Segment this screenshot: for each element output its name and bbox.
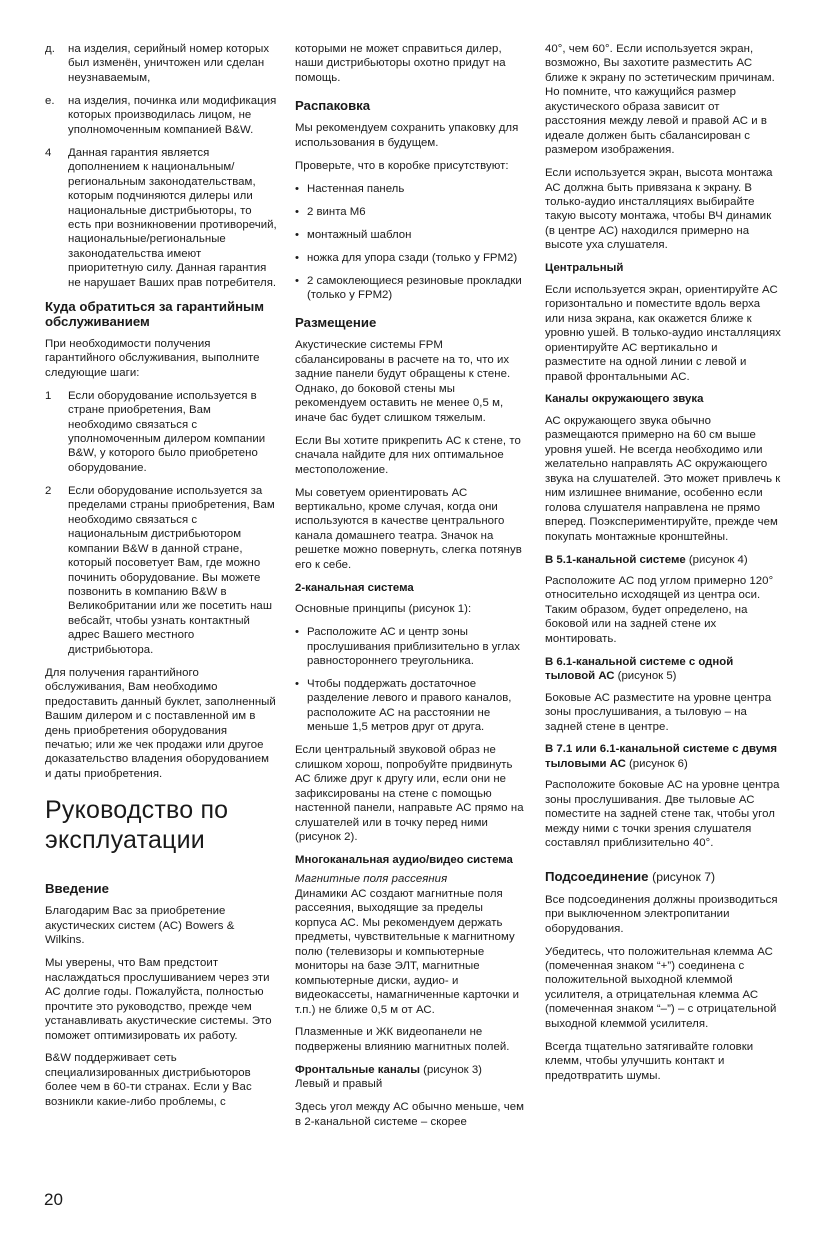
list-marker: 4 [45, 146, 52, 159]
column-2 [295, 42, 527, 1138]
multichannel-heading: Многоканальная аудио/видео система [295, 853, 513, 866]
bullet-icon: • [295, 182, 299, 195]
center-paragraph: Если используется экран, ориентируйте АС горизонтально и поместите вдоль верха или низа экрана, как окажется ближе к уровню ушей. В только-аудио инсталляциях ориентируйте АС вертикально и разместите на одной линии с левой и правой фронтальными АС. [545, 283, 781, 383]
connection-paragraph: Все подсоединения должны производиться при выключенном электропитании оборудования. [545, 893, 778, 935]
list-text: Если оборудование используется за пределами страны приобретения, Вам необходимо связаться с национальным дистрибьютором компании B&W в данной стране, который посоветует Вам, где можно починить оборудование. Вы можете позвонить в компанию B&W в Великобритании или же посетить наш вебсайт, чтобы узнать контактный адрес Вашего местного дистрибьютора. [68, 484, 275, 656]
front-subheading: Левый и правый [295, 1078, 383, 1091]
continued-paragraph: которыми не может справиться дилер, наши дистрибьюторы охотно придут на помощь. [295, 43, 506, 84]
two-channel-heading: 2-канальная система [295, 581, 414, 594]
magnetic-paragraph: Магнитные поля рассеяния Динамики АС создают магнитные поля рассеяния, выходящие за пределы корпуса АС. Мы рекомендуем держать предметы, чувствительные к магнитному полю (телевизоры и компьютерные мониторы на базе ЭЛТ, магнитные компьютерные диски, аудио- и видеокассеты, намагниченные карточки и т.п.) не ближе 0,5 м от АС. [295, 872, 527, 1017]
placement-heading: Размещение [295, 315, 377, 331]
unpacking-paragraph: Проверьте, что в коробке присутствуют: [295, 159, 509, 172]
intro-paragraph: Мы уверены, что Вам предстоит наслаждаться прослушиванием через эти АС долгие годы. Пожалуйста, полностью прочтите это руководство, прежде чем устанавливать акустические системы. Это поможет оптимизировать их работу. [45, 957, 272, 1042]
unpacking-paragraph: Мы рекомендуем сохранить упаковку для использования в будущем. [295, 122, 519, 149]
list-marker: д. [45, 43, 55, 55]
list-text: на изделия, починка или модификация которых производилась лицом, не уполномоченным компанией B&W. [68, 94, 277, 136]
bullet-item: • Чтобы поддержать достаточное разделение левого и правого каналов, расположите АС на расстоянии не меньше 1,5 метров друг от друга. [295, 678, 512, 734]
placement-paragraph: Акустические системы FPM сбалансированы в расчете на то, что их задние панели будут обращены к стене. Однако, до боковой стены мы рекомендуем оставить не менее 0,5 м, иначе бас будет слишком тяжелым. [295, 339, 511, 424]
connection-paragraph: Всегда тщательно затягивайте головки клемм, чтобы улучшить контакт и предотвратить шумы. [545, 1040, 754, 1082]
list-item [45, 389, 277, 476]
list-item [45, 94, 277, 137]
connection-paragraph: Убедитесь, что положительная клемма АС (помеченная знаком “+”) соединена с положительной выходной клеммой усилителя, а отрицательная клемма АС (помеченная знаком “–”) – с отрицательной выходной клеммой усилителя. [545, 945, 777, 1030]
bullet-item: • 2 винта М6 [295, 205, 366, 218]
system-71-paragraph: Расположите боковые АС на уровне центра зоны прослушивания. Две тыловые АС поместите на задней стене так, чтобы угол между ними с точки зрения слушателя составлял приблизительно 40°. [545, 779, 780, 850]
bullet-item: • ножка для упора сзади (только у FPM2) [295, 251, 518, 264]
system-51-paragraph: Расположите АС под углом примерно 120° относительно исходящей из центра оси. Таким образом, будет определено, на боковой или на задней стене их монтировать. [545, 574, 774, 645]
intro-paragraph: B&W поддерживает сеть специализированных дистрибьюторов более чем в 60-ти странах. Если у Вас возникли какие-либо проблемы, с [45, 1052, 252, 1108]
bullet-item: • монтажный шаблон [295, 228, 412, 241]
manual-title: Руководство по эксплуатации [45, 796, 229, 855]
warranty-heading: Куда обратиться за гарантийным обслуживанием [45, 298, 265, 329]
placement-paragraph: Мы советуем ориентировать АС вертикально, кроме случая, когда они используются в качестве центрального канала домашнего театра. Значок на решетке можно повернуть, слегка потянув его к себе. [295, 486, 522, 571]
bullet-icon: • [295, 228, 299, 241]
intro-paragraph: Благодарим Вас за приобретение акустических систем (АС) Bowers & Wilkins. [45, 905, 235, 947]
two-channel-paragraph: Основные принципы (рисунок 1): [295, 603, 472, 616]
bullet-icon: • [295, 274, 299, 287]
bullet-icon: • [295, 205, 299, 218]
bullet-item: • Расположите АС и центр зоны прослушивания приблизительно в углах равностороннего треугольника. [295, 626, 521, 668]
list-marker: е. [45, 94, 55, 107]
list-item [45, 42, 277, 85]
plasma-paragraph: Плазменные и ЖК видеопанели не подвержены влиянию магнитных полей. [295, 1026, 510, 1053]
bullet-icon: • [295, 251, 299, 264]
bullet-icon: • [295, 626, 299, 639]
system-71-heading: В 7.1 или 6.1-канальной системе с двумя тыловыми АС (рисунок 6) [545, 743, 777, 770]
list-text: Данная гарантия является дополнением к национальным/региональным законодательствам, которым подчиняются дилеры или национальные дистрибьюторы, то есть при возникновении противоречий, национальные/региональные законодательства имеют приоритетную силу. Данная гарантия не нарушает Ваших прав потребителя. [68, 146, 277, 289]
column-1 [45, 42, 277, 1118]
intro-heading: Введение [45, 881, 109, 897]
surround-paragraph: АС окружающего звука обычно размещаются примерно на 60 см выше уровня ушей. Не всегда необходимо или желательно направлять АС окружающего звука на слушателей. Это может привлечь к ним излишнее внимание, особенно если голова слушателя направлена не прямо вперед. Поэкспериментируйте, прежде чем покупать монтажные кронштейны. [545, 414, 781, 543]
column-3 [545, 42, 781, 1092]
two-channel-paragraph: Если центральный звуковой образ не слишком хорош, попробуйте придвинуть АС ближе друг к другу или, если они не зафиксированы на стене с помощью настенной панели, направьте АС прямо на слушателей или в точку перед ними (рисунок 2). [295, 744, 524, 844]
warranty-intro: При необходимости получения гарантийного обслуживания, выполните следующие шаги: [45, 337, 260, 379]
placement-paragraph: Если Вы хотите прикрепить АС к стене, то сначала найдите для них оптимальное местоположение. [295, 434, 521, 476]
list-marker: 1 [45, 389, 52, 402]
center-heading: Центральный [545, 262, 624, 275]
bullet-icon: • [295, 678, 299, 690]
front-channels-heading: Фронтальные каналы (рисунок 3) [295, 1063, 482, 1076]
bullet-item: • 2 самоклеющиеся резиновые прокладки (только у FPM2) [295, 274, 522, 301]
surround-heading: Каналы окружающего звука [545, 393, 704, 406]
list-text: на изделия, серийный номер которых был изменён, уничтожен или сделан неузнаваемым, [68, 43, 270, 84]
height-paragraph: Если используется экран, высота монтажа АС должна быть привязана к экрану. В только-аудио инсталляциях выбирайте такую высоту монтажа, чтобы ВЧ динамик (в центре АС) находился примерно на высоте уха слушателя. [545, 167, 773, 252]
list-item [45, 484, 277, 657]
system-61-heading: В 6.1-канальной системе с одной тыловой АС (рисунок 5) [545, 655, 734, 683]
system-51-heading: В 5.1-канальной системе (рисунок 4) [545, 553, 748, 566]
warranty-docs: Для получения гарантийного обслуживания, Вам необходимо предоставить данный буклет, заполненный Вашим дилером и с поставленной им в день приобретения оборудования печатью; или же чек продажи или другое доказательство владения оборудованием и даты приобретения. [45, 666, 276, 780]
list-text: Если оборудование используется в стране приобретения, Вам необходимо связаться с уполномоченным дилером компании B&W, у которого было приобретено оборудование. [68, 389, 266, 474]
continued-paragraph: 40°, чем 60°. Если используется экран, возможно, Вы захотите разместить АС ближе к экрану по эстетическим причинам. Но помните, что кажущийся размер акустического образа зависит от расстояния между левой и правой АС и в идеале должен быть сбалансирован с размером изображения. [545, 43, 775, 157]
connection-heading: Подсоединение (рисунок 7) [545, 868, 716, 884]
bullet-item: • Настенная панель [295, 182, 405, 195]
list-marker: 2 [45, 484, 52, 497]
front-paragraph: Здесь угол между АС обычно меньше, чем в 2-канальной системе – скорее [295, 1101, 525, 1128]
unpacking-heading: Распаковка [295, 98, 371, 114]
page-number: 20 [44, 1190, 63, 1209]
system-61-paragraph: Боковые АС разместите на уровне центра зоны прослушивания, а тыловую – на задней стене в центре. [545, 691, 772, 733]
magnetic-label: Магнитные поля рассеяния [295, 873, 448, 886]
list-item [45, 146, 277, 291]
